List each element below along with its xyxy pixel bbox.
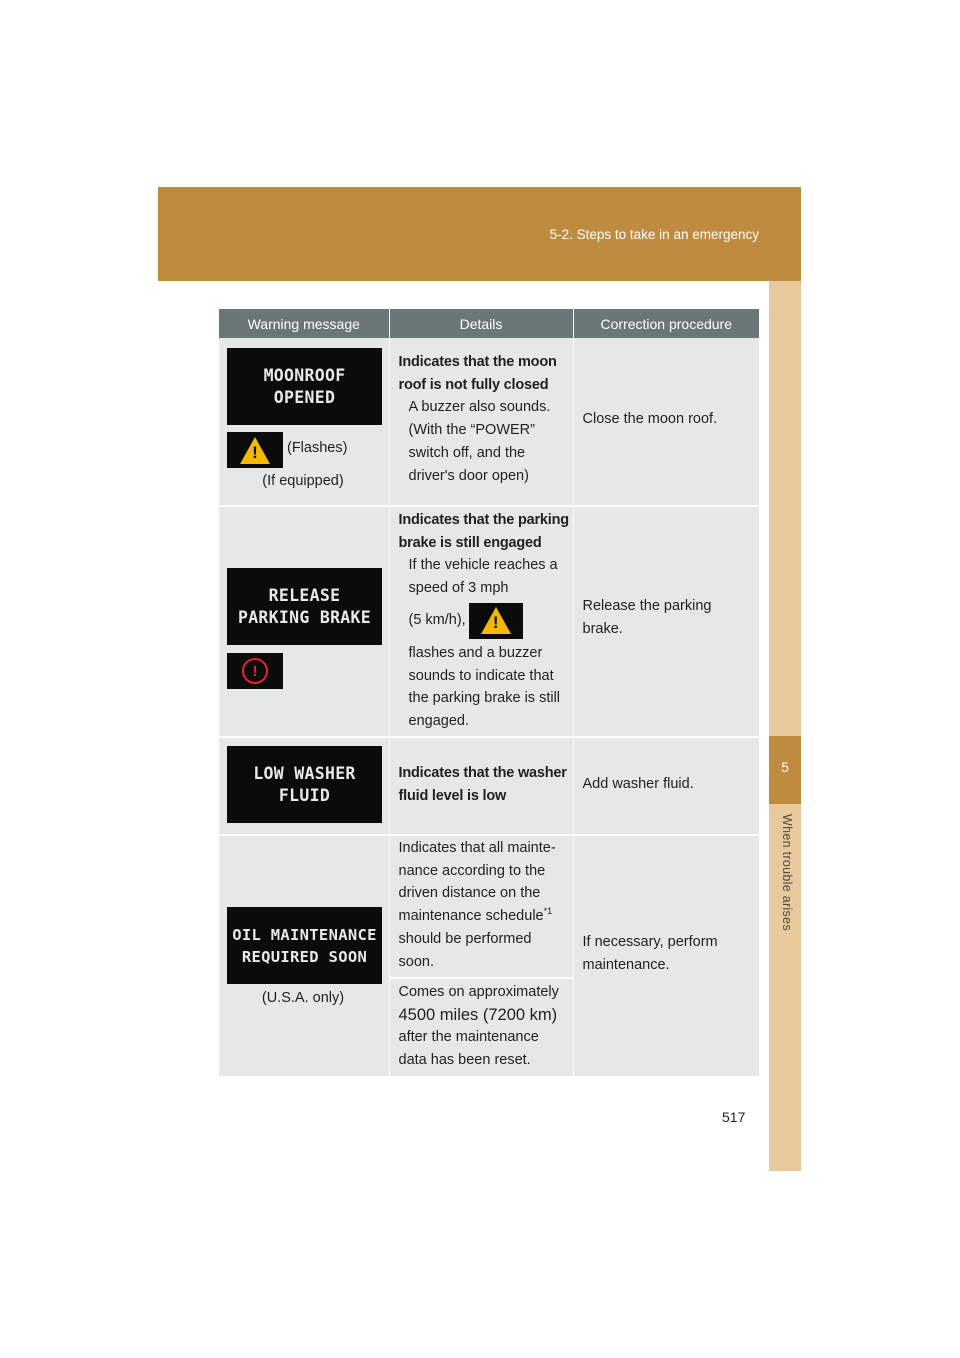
details-text: soon. [398,953,434,970]
details-text: driver's door open) [408,467,529,484]
details-text: the parking brake is still [408,690,561,707]
side-strip [769,281,801,1171]
details-cell [389,835,573,1076]
correction-text: If necessary, perform [582,934,718,950]
chapter-tab[interactable]: 5 [769,736,801,804]
availability-note: (U.S.A. only) [261,990,345,1006]
display-message-moonroof [227,348,382,425]
column-header: Correction procedure [573,309,759,338]
details-text: after the maintenance [398,1029,539,1046]
correction-text: Release the parking [582,598,712,614]
display-line: LOW WASHER [253,763,356,783]
warning-message-cell [219,338,389,506]
details-text: flashes and a buzzer [408,644,543,661]
column-header: Warning message [219,309,389,338]
display-line: PARKING BRAKE [237,607,372,627]
details-text: 4500 miles (7200 km) [398,1005,558,1024]
display-line: OIL MAINTENANCE [232,925,377,944]
details-text: nance according to the [398,862,546,879]
display-message-oil-maintenance [227,907,382,984]
master-warning-triangle-icon: ! [469,603,523,639]
chapter-label: When trouble arises [780,814,794,931]
master-warning-triangle-icon: ! [227,432,283,468]
correction-text: Add washer fluid. [582,776,694,792]
correction-text: Close the moon roof. [582,411,718,427]
warning-message-cell [219,506,389,737]
details-text: If the vehicle reaches a [408,557,558,574]
correction-cell [573,835,759,1076]
warning-message-table [219,309,759,1076]
display-message-release-parking-brake [227,568,382,645]
details-text: driven distance on the [398,885,541,902]
correction-text: maintenance. [582,956,670,973]
display-line: RELEASE [268,585,341,605]
page-number: 517 [722,1109,746,1125]
details-divider [390,977,573,979]
warning-message-cell [219,835,389,1076]
details-cell [389,506,573,737]
table-row [219,506,759,737]
footnote-marker: *1 [543,906,553,917]
details-text: data has been reset. [398,1052,531,1069]
details-heading: roof is not fully closed [398,376,549,393]
correction-cell [573,506,759,737]
column-header: Details [389,309,573,338]
table-row [219,835,759,1076]
table-row [219,737,759,835]
details-text: sounds to indicate that [408,667,554,684]
table-header-row [219,309,759,338]
details-text: (5 km/h), [408,612,466,629]
details-text: speed of 3 mph [408,580,509,597]
display-line: OPENED [273,387,336,407]
display-message-low-washer-fluid [227,746,382,823]
section-title: 5-2. Steps to take in an emergency [549,227,759,242]
details-heading: Indicates that the moon [398,354,557,370]
table-row [219,338,759,506]
details-text: A buzzer also sounds. [408,399,551,416]
details-cell [389,338,573,506]
details-text: engaged. [408,712,469,729]
correction-cell [573,737,759,835]
display-line: FLUID [278,785,331,805]
details-text: maintenance schedule [398,908,544,925]
details-text: Comes on approximately [398,984,559,1000]
availability-note: (If equipped) [262,473,344,489]
display-line: REQUIRED SOON [241,947,368,966]
warning-message-cell [219,737,389,835]
details-cell [389,737,573,835]
details-heading: fluid level is low [398,787,507,804]
details-heading: Indicates that the parking [398,512,569,528]
indicator-note: (Flashes) [287,440,348,456]
correction-text: brake. [582,620,623,637]
details-text: should be performed [398,930,532,947]
display-line: MOONROOF [263,365,346,385]
details-heading: brake is still engaged [398,534,542,551]
details-text: switch off, and the [408,444,526,461]
parking-brake-warning-icon: ! [227,653,283,689]
details-text: (With the “POWER” [408,422,535,439]
correction-cell [573,338,759,506]
details-heading: Indicates that the washer [398,765,567,781]
header-band [158,187,801,281]
details-text: Indicates that all mainte- [398,840,556,856]
